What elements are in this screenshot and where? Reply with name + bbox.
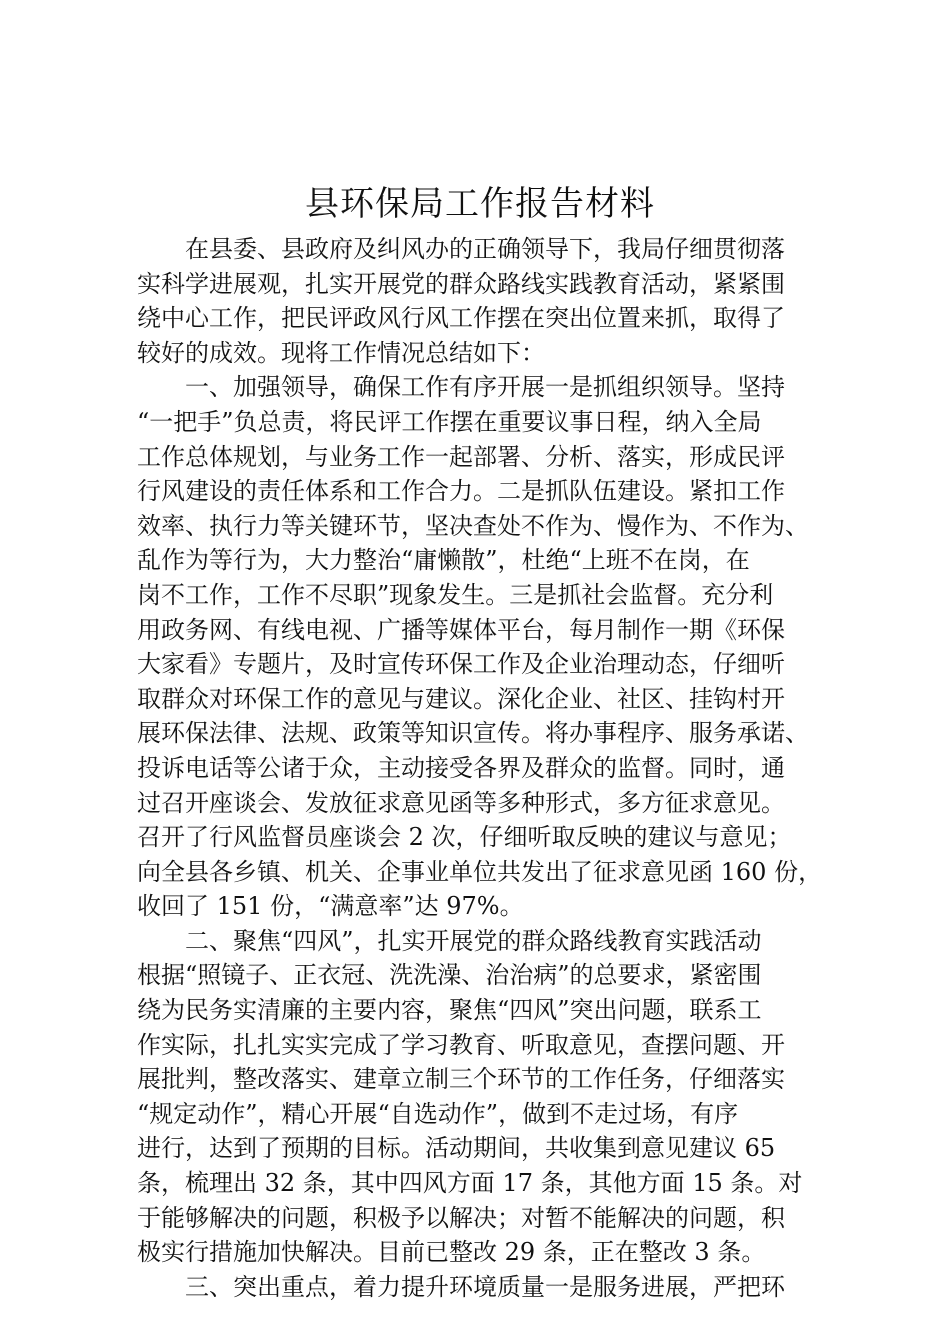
body-line: 一、加强领导，确保工作有序开展一是抓组织领导。坚持	[185, 373, 785, 402]
body-line: 三、突出重点，着力提升环境质量一是服务进展，严把环	[185, 1272, 785, 1301]
body-line: 根据“照镜子、正衣冠、洗洗澡、治治病”的总要求，紧密围	[137, 961, 762, 990]
body-line: 行风建设的责任体系和工作合力。二是抓队伍建设。紧扣工作	[137, 477, 785, 506]
body-line: 过召开座谈会、发放征求意见函等多种形式，多方征求意见。	[137, 788, 785, 817]
body-line: “一把手”负总责，将民评工作摆在重要议事日程，纳入全局	[137, 407, 762, 436]
body-line: 大家看》专题片，及时宣传环保工作及企业治理动态，仔细听	[137, 650, 785, 679]
body-line: 向全县各乡镇、机关、企事业单位共发出了征求意见函 160 份，	[137, 857, 823, 886]
body-line: 取群众对环保工作的意见与建议。深化企业、社区、挂钩村开	[137, 684, 785, 713]
body-line: 二、聚焦“四风”，扎实开展党的群众路线教育实践活动	[185, 926, 762, 955]
body-line: 实科学进展观，扎实开展党的群众路线实践教育活动，紧紧围	[137, 269, 785, 298]
body-line: “规定动作”，精心开展“自选动作”，做到不走过场，有序	[137, 1099, 739, 1128]
body-line: 较好的成效。现将工作情况总结如下：	[137, 338, 545, 367]
body-line: 在县委、县政府及纠风办的正确领导下，我局仔细贯彻落	[185, 235, 785, 263]
body-line: 用政务网、有线电视、广播等媒体平台，每月制作一期《环保	[137, 615, 785, 644]
body-line: 作实际，扎扎实实完成了学习教育、听取意见，查摆问题、开	[137, 1030, 785, 1059]
body-line: 收回了 151 份，“满意率”达 97%。	[137, 892, 524, 921]
body-line: 岗不工作，工作不尽职”现象发生。三是抓社会监督。充分利	[137, 580, 774, 609]
body-line: 乱作为等行为，大力整治“庸懒散”，杜绝“上班不在岗，在	[137, 546, 750, 575]
body-line: 投诉电话等公诸于众，主动接受各界及群众的监督。同时，通	[137, 753, 785, 782]
body-line: 绕中心工作，把民评政风行风工作摆在突出位置来抓，取得了	[137, 304, 785, 333]
document-body	[137, 232, 837, 1304]
body-line: 工作总体规划，与业务工作一起部署、分析、落实，形成民评	[137, 442, 785, 471]
body-line: 极实行措施加快解决。目前已整改 29 条，正在整改 3 条。	[137, 1238, 766, 1267]
body-line: 召开了行风监督员座谈会 2 次，仔细听取反映的建议与意见；	[137, 823, 792, 852]
body-line: 展环保法律、法规、政策等知识宣传。将办事程序、服务承诺、	[137, 719, 809, 748]
body-line: 进行，达到了预期的目标。活动期间，共收集到意见建议 65	[137, 1134, 776, 1163]
body-line: 条，梳理出 32 条，其中四风方面 17 条，其他方面 15 条。对	[137, 1169, 803, 1198]
body-line: 于能够解决的问题，积极予以解决；对暂不能解决的问题，积	[137, 1203, 785, 1232]
body-line: 展批判，整改落实、建章立制三个环节的工作任务，仔细落实	[137, 1065, 785, 1094]
document-title: 县环保局工作报告材料	[305, 184, 655, 224]
body-line: 效率、执行力等关键环节，坚决查处不作为、慢作为、不作为、	[137, 511, 809, 540]
body-line: 绕为民务实清廉的主要内容，聚焦“四风”突出问题，联系工	[137, 996, 762, 1025]
